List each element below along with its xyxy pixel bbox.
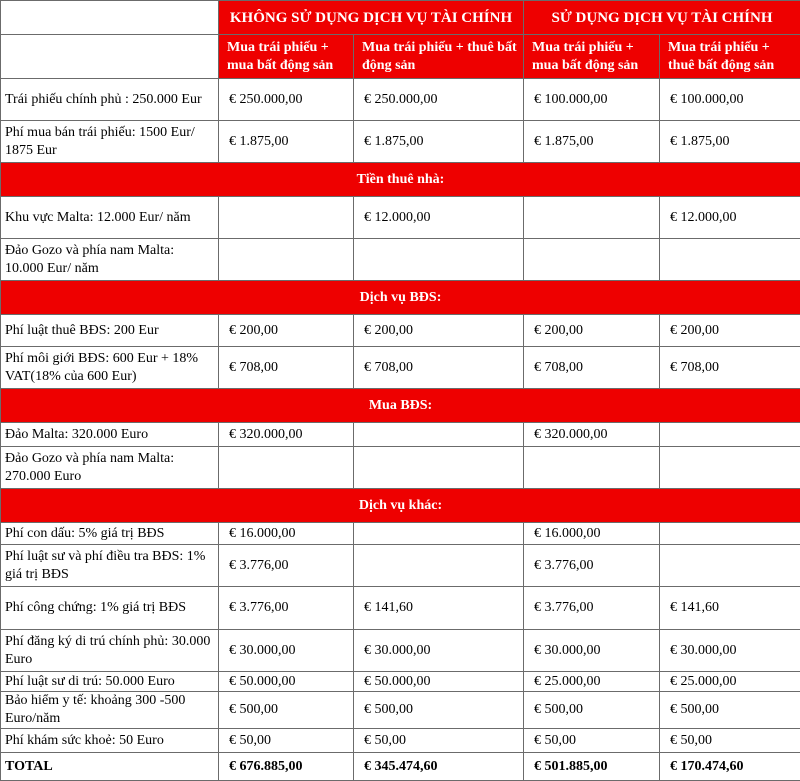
sub-header-buy-bond-rent-property: Mua trái phiếu + thuê bất động sản: [354, 35, 524, 79]
value-cell: € 100.000,00: [524, 79, 660, 121]
value-cell: € 320.000,00: [524, 423, 660, 447]
value-cell: € 200,00: [660, 315, 800, 347]
table-row: [1, 197, 800, 239]
value-cell: € 30.000,00: [660, 630, 800, 672]
value-cell: € 1.875,00: [524, 121, 660, 163]
row-label: Phí khám sức khoẻ: 50 Euro: [1, 729, 219, 753]
sub-header-corner-cell: [1, 35, 219, 79]
value-cell: € 708,00: [524, 347, 660, 389]
value-cell: € 320.000,00: [219, 423, 354, 447]
value-cell: € 3.776,00: [524, 587, 660, 630]
value-cell: € 1.875,00: [660, 121, 800, 163]
total-row: [1, 753, 800, 781]
table-row: [1, 587, 800, 630]
value-cell: [660, 545, 800, 587]
table-row: [1, 729, 800, 753]
value-cell: € 708,00: [354, 347, 524, 389]
value-cell: € 50,00: [219, 729, 354, 753]
value-cell: [354, 447, 524, 489]
value-cell: [354, 523, 524, 545]
total-value: € 345.474,60: [354, 753, 524, 781]
value-cell: € 16.000,00: [219, 523, 354, 545]
group-header-with-financial-service: SỬ DỤNG DỊCH VỤ TÀI CHÍNH: [524, 1, 800, 35]
table-row: [1, 239, 800, 281]
value-cell: € 500,00: [660, 692, 800, 729]
table-row: [1, 447, 800, 489]
value-cell: € 100.000,00: [660, 79, 800, 121]
value-cell: € 708,00: [660, 347, 800, 389]
table-row: [1, 423, 800, 447]
value-cell: € 200,00: [524, 315, 660, 347]
value-cell: € 50,00: [524, 729, 660, 753]
table-body: [1, 1, 800, 781]
row-label: Phí luật sư di trú: 50.000 Euro: [1, 672, 219, 692]
sub-header-buy-bond-rent-property: Mua trái phiếu + thuê bất động sản: [660, 35, 800, 79]
value-cell: € 250.000,00: [219, 79, 354, 121]
value-cell: [219, 447, 354, 489]
row-label: Đảo Gozo và phía nam Malta: 270.000 Euro: [1, 447, 219, 489]
value-cell: € 500,00: [219, 692, 354, 729]
row-label: Trái phiếu chính phủ : 250.000 Eur: [1, 79, 219, 121]
section-header-row: [1, 281, 800, 315]
table-row: [1, 545, 800, 587]
total-label: TOTAL: [1, 753, 219, 781]
value-cell: € 708,00: [219, 347, 354, 389]
value-cell: [354, 545, 524, 587]
row-label: Phí đăng ký di trú chính phủ: 30.000 Euro: [1, 630, 219, 672]
value-cell: [524, 239, 660, 281]
value-cell: € 3.776,00: [219, 545, 354, 587]
row-label: Phí luật sư và phí điều tra BĐS: 1% giá trị BĐS: [1, 545, 219, 587]
section-header-row: [1, 163, 800, 197]
value-cell: € 16.000,00: [524, 523, 660, 545]
value-cell: [660, 523, 800, 545]
value-cell: € 141,60: [354, 587, 524, 630]
value-cell: € 1.875,00: [219, 121, 354, 163]
group-header-without-financial-service: KHÔNG SỬ DỤNG DỊCH VỤ TÀI CHÍNH: [219, 1, 524, 35]
value-cell: [219, 239, 354, 281]
value-cell: [524, 447, 660, 489]
value-cell: [524, 197, 660, 239]
value-cell: € 12.000,00: [354, 197, 524, 239]
table-row: [1, 523, 800, 545]
total-value: € 501.885,00: [524, 753, 660, 781]
row-label: Đảo Gozo và phía nam Malta: 10.000 Eur/ năm: [1, 239, 219, 281]
section-title: Dịch vụ BĐS:: [1, 281, 800, 315]
value-cell: € 50.000,00: [219, 672, 354, 692]
table-row: [1, 630, 800, 672]
value-cell: € 30.000,00: [219, 630, 354, 672]
value-cell: € 1.875,00: [354, 121, 524, 163]
sub-header-row: [1, 35, 800, 79]
row-label: Phí mua bán trái phiếu: 1500 Eur/ 1875 Eur: [1, 121, 219, 163]
table-row: [1, 79, 800, 121]
value-cell: [660, 447, 800, 489]
table-row: [1, 121, 800, 163]
value-cell: € 30.000,00: [524, 630, 660, 672]
table-row: [1, 672, 800, 692]
value-cell: € 25.000,00: [660, 672, 800, 692]
section-title: Dịch vụ khác:: [1, 489, 800, 523]
row-label: Phí công chứng: 1% giá trị BĐS: [1, 587, 219, 630]
value-cell: € 50.000,00: [354, 672, 524, 692]
value-cell: € 250.000,00: [354, 79, 524, 121]
row-label: Phí con dấu: 5% giá trị BĐS: [1, 523, 219, 545]
row-label: Phí môi giới BĐS: 600 Eur + 18% VAT(18% của 600 Eur): [1, 347, 219, 389]
value-cell: € 200,00: [354, 315, 524, 347]
sub-header-buy-bond-buy-property: Mua trái phiếu + mua bất động sản: [524, 35, 660, 79]
value-cell: € 25.000,00: [524, 672, 660, 692]
corner-cell: [1, 1, 219, 35]
value-cell: € 12.000,00: [660, 197, 800, 239]
section-title: Tiền thuê nhà:: [1, 163, 800, 197]
value-cell: € 3.776,00: [524, 545, 660, 587]
value-cell: [354, 423, 524, 447]
section-header-row: [1, 389, 800, 423]
sub-header-buy-bond-buy-property: Mua trái phiếu + mua bất động sản: [219, 35, 354, 79]
row-label: Khu vực Malta: 12.000 Eur/ năm: [1, 197, 219, 239]
row-label: Phí luật thuê BĐS: 200 Eur: [1, 315, 219, 347]
value-cell: € 200,00: [219, 315, 354, 347]
value-cell: € 50,00: [354, 729, 524, 753]
value-cell: € 30.000,00: [354, 630, 524, 672]
value-cell: [660, 423, 800, 447]
value-cell: € 141,60: [660, 587, 800, 630]
value-cell: [354, 239, 524, 281]
section-title: Mua BĐS:: [1, 389, 800, 423]
value-cell: € 3.776,00: [219, 587, 354, 630]
value-cell: € 500,00: [354, 692, 524, 729]
group-header-row: [1, 1, 800, 35]
value-cell: € 500,00: [524, 692, 660, 729]
row-label: Bảo hiểm y tế: khoảng 300 -500 Euro/năm: [1, 692, 219, 729]
value-cell: € 50,00: [660, 729, 800, 753]
table-row: [1, 315, 800, 347]
value-cell: [660, 239, 800, 281]
row-label: Đảo Malta: 320.000 Euro: [1, 423, 219, 447]
total-value: € 676.885,00: [219, 753, 354, 781]
section-header-row: [1, 489, 800, 523]
table-row: [1, 692, 800, 729]
total-value: € 170.474,60: [660, 753, 800, 781]
table-row: [1, 347, 800, 389]
value-cell: [219, 197, 354, 239]
